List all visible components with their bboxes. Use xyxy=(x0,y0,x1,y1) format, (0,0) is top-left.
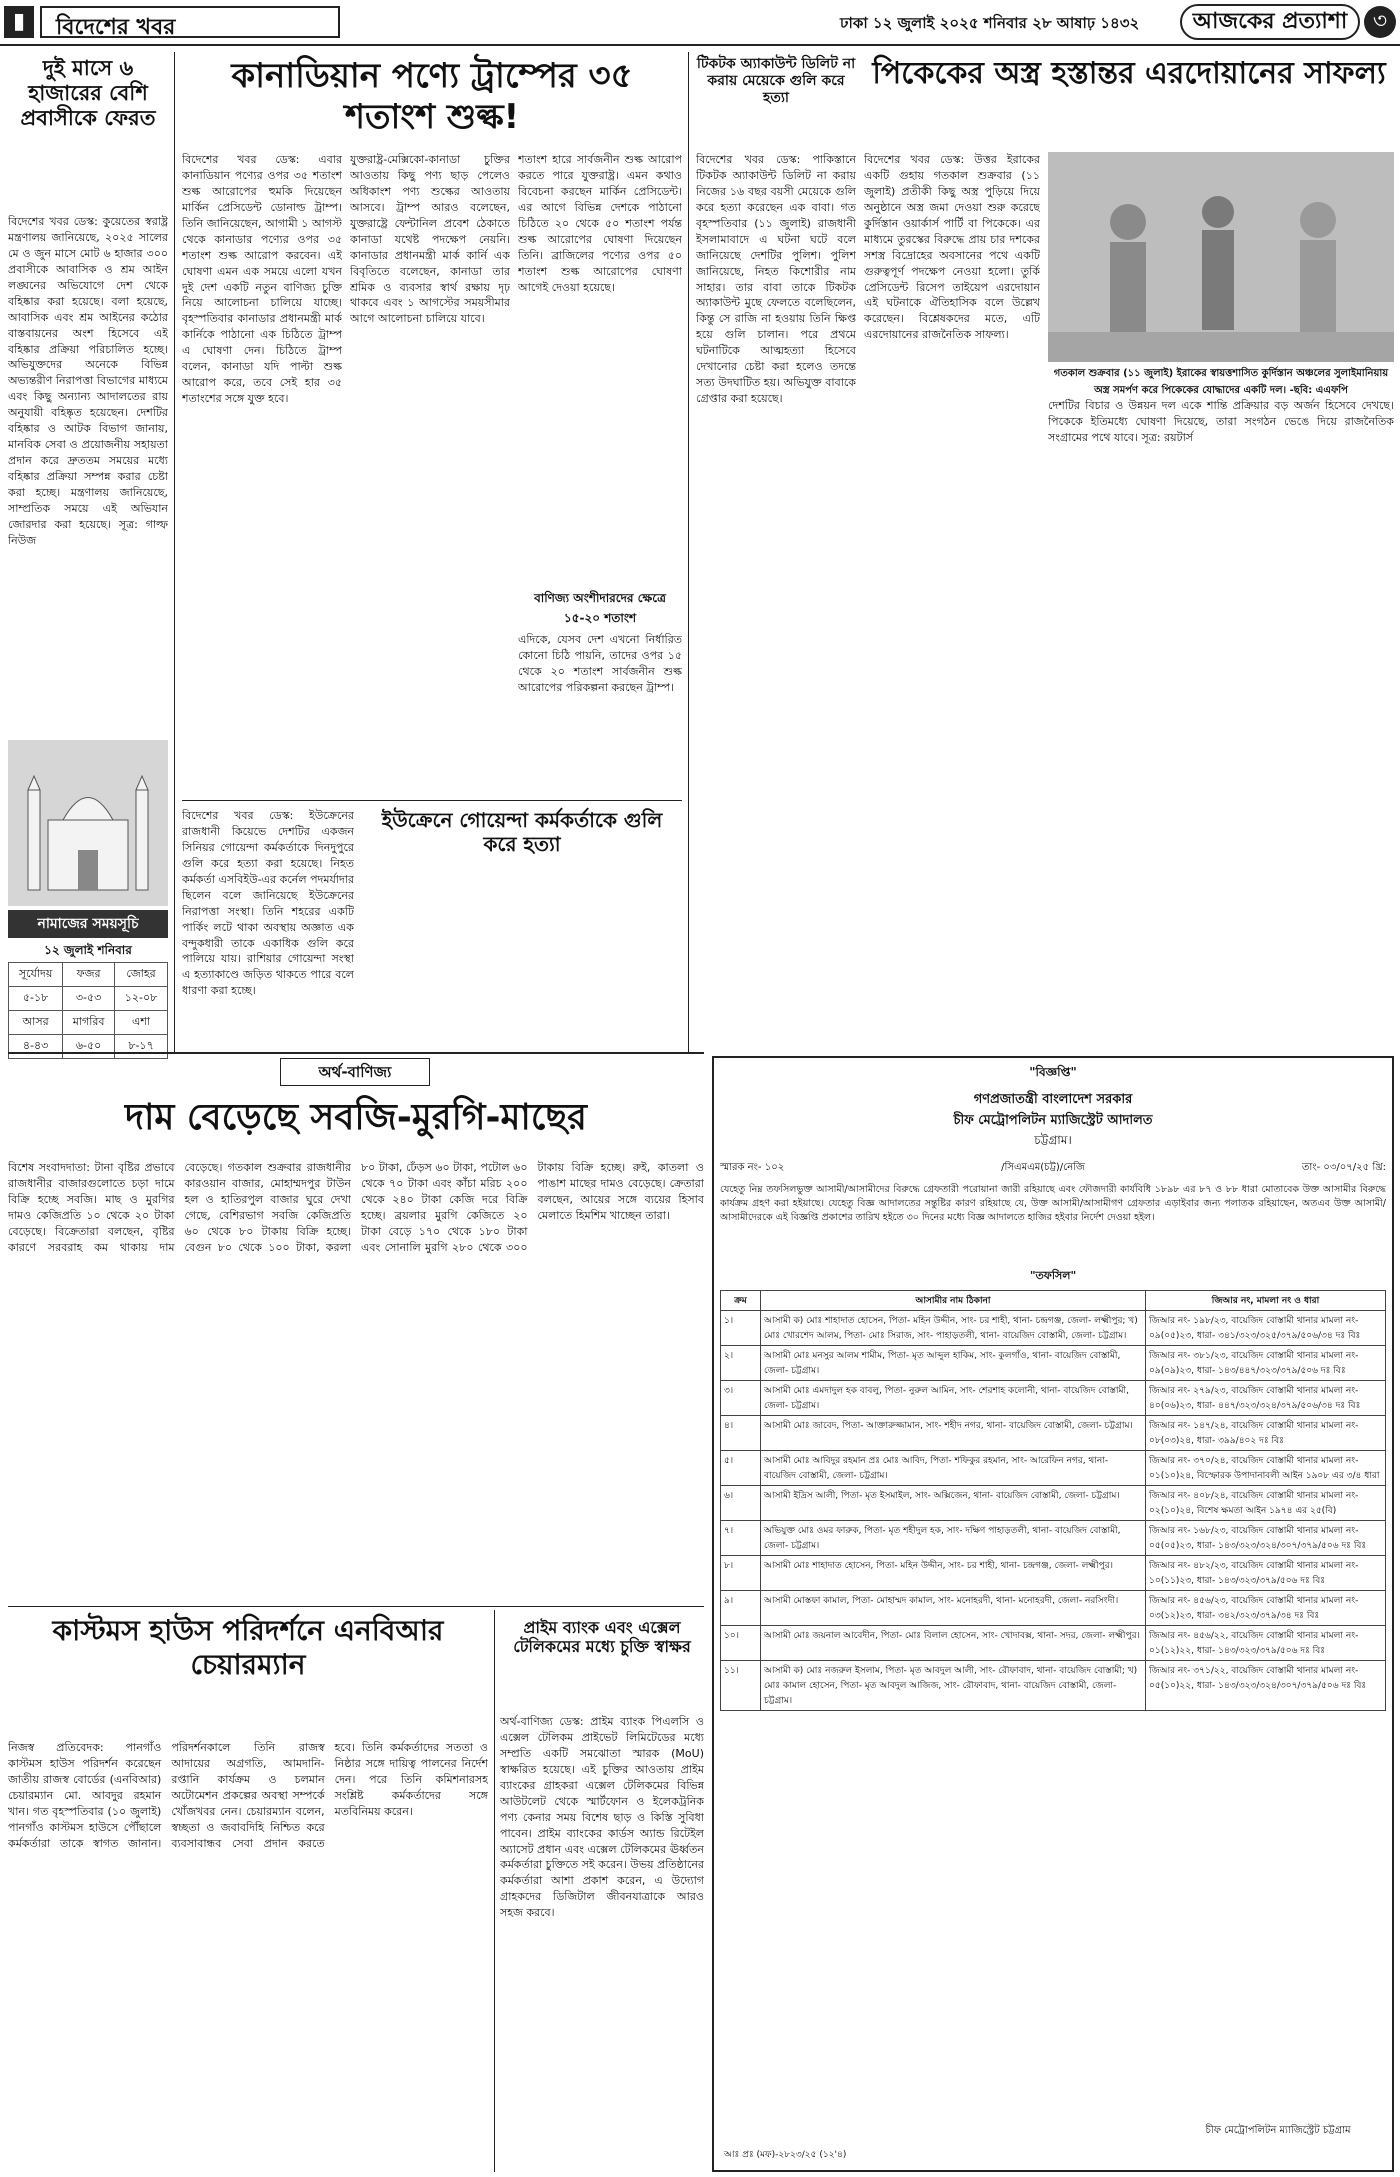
notice-cell: জিআর নং- ৩৭০/২৪, বায়েজিদ বোস্তামী থানার মামলা নং- ০১(১০)২৪, বিস্ফোরক উপাদানাবলী আইন ১৯০৮ এর ৩/৪ ধারা xyxy=(1146,1451,1386,1486)
story-prices-headline[interactable]: দাম বেড়েছে সবজি-মুরগি-মাছের xyxy=(125,1097,587,1138)
notice-cell: জিআর নং- ৪০৮/২৪, বায়েজিদ বোস্তামী থানার মামলা নং- ০২(১০)২৪, বিশেষ ক্ষমতা আইন ১৯৭৪ এর ২৫(বি) xyxy=(1146,1486,1386,1521)
notice-footer: আঃ প্রঃ (মফ)-২৮২৩/২৫ (১২'৪) xyxy=(724,2150,847,2160)
story-ukraine-body-cont xyxy=(362,880,682,1048)
notice-cell: ১০। xyxy=(721,1626,761,1661)
notice-signature: চীফ মেট্রোপলিটন ম্যাজিস্ট্রেট চট্টগ্রাম xyxy=(1205,2125,1351,2136)
prayer-cell: এশা xyxy=(115,1011,168,1035)
notice-ref-right: তাং- ০৩/০৭/২৫ খ্রি: xyxy=(1301,1162,1386,1173)
notice-cell: জিআর নং- ৪৮২/২৩, বায়েজিদ বোস্তামী থানার মামলা নং- ১০(১১)২৩, ধারা- ১৪৩/৩২৩/৩৭৯/৫০৬ দঃ বিঃ xyxy=(1146,1556,1386,1591)
story-pkk-body: বিদেশের খবর ডেস্ক: উত্তর ইরাকের একটি গুহায় গতকাল শুক্রবার (১১ জুলাই) প্রতীকী কিছু অস্ত্র পুড়িয়ে দিয়ে অনুষ্ঠানে অস্ত্র জমা দেওয়া শুরু করেছে কুর্দিস্তান ওয়ার্কার্স পার্টি বা পিকেকে। এর মাধ্যমে তুরস্কের বিরুদ্ধে প্রায় চার দশকের সশস্ত্র বিদ্রোহের অবসানের পথে একটি গুরুত্বপূর্ণ পদক্ষেপ নেওয়া হলো। তুর্কি প্রেসিডেন্ট রিসেপ তাইয়েপ এরদোয়ান এই ঘটনাকে ঐতিহাসিক বলে উল্লেখ করেছেন। বিশ্লেষকদের মতে, এটি এরদোয়ানের রাজনৈতিক সাফল্য। xyxy=(864,153,1040,342)
notice-cell: আসামী ক) মোঃ নজরুল ইসলাম, পিতা- মৃত আবদুল আলী, সাং- রৌফাবাদ, থানা- বায়েজিদ বোস্তামী; খ) মোঃ কামাল হোসেন, পিতা- মৃত আবদুল আজিজ, সাং- রৌফাবাদ, থানা- বায়েজিদ বোস্তামী, জেলা- চট্টগ্রাম। xyxy=(761,1661,1146,1711)
notice-cell: ১১। xyxy=(721,1661,761,1711)
section-business: অর্থ-বাণিজ্য xyxy=(280,1058,430,1086)
prayer-cell: আসর xyxy=(9,1011,63,1035)
table-row xyxy=(721,1661,1386,1711)
table-row xyxy=(721,1416,1386,1451)
table-row xyxy=(721,1451,1386,1486)
table-row xyxy=(721,1556,1386,1591)
prayer-cell: ৩-৫৩ xyxy=(63,987,115,1011)
prayer-cell: মাগরিব xyxy=(63,1011,115,1035)
notice-cell: আসামী মোঃ জাবেদ, পিতা- আক্তারুজ্জামান, সাং- শহীদ নগর, থানা- বায়েজিদ বোস্তামী, জেলা- চট্টগ্রাম। xyxy=(761,1416,1146,1451)
story-tariff-col3: শতাংশ হারে সার্বজনীন শুল্ক আরোপ করতে পারে যুক্তরাষ্ট্র। এমন কথাও বিবেচনা করছেন মার্কিন প্রেসিডেন্ট। এর আগে বিভিন্ন দেশকে পাঠানো চিঠিতে ২০ থেকে ৫০ শতাংশ পর্যন্ত শুল্ক আরোপের ঘোষণা দিয়েছেন তিনি। ব্রাজিলের পণ্যের ওপর ৫০ শতাংশ শুল্ক আরোপের ঘোষণা আগেই দেওয়া হয়েছে। xyxy=(518,153,682,294)
prayer-cell: ৬-৫০ xyxy=(63,1035,115,1059)
photo-icon xyxy=(1048,152,1394,362)
notice-cell: জিআর নং- ৪৫৬/২৩, বায়েজিদ বোস্তামী থানার মামলা নং- ০৩(১২)২৩, ধারা- ৩৪২/৩২৩/৩৭৯/৩৪ দঃ বিঃ xyxy=(1146,1591,1386,1626)
notice-ref-row xyxy=(720,1160,1386,1177)
page-number-left: ▮ xyxy=(4,6,34,38)
notice-cell: জিআর নং- ৪৫৬/২২, বায়েজিদ বোস্তামী থানার মামলা নং- ০১(১২)২২, ধারা- ১৪৩/৩২৩/৩৭৯/৫০৬ দঃ বিঃ xyxy=(1146,1626,1386,1661)
masthead xyxy=(0,0,1400,46)
pkk-caption: গতকাল শুক্রবার (১১ জুলাই) ইরাকের স্বায়ত্তশাসিত কুর্দিস্তান অঞ্চলের সুলাইমানিয়ায় অস্ত্র সমর্পণ করে পিকেকের যোদ্ধাদের একটি দল। -ছবি: এএফপি xyxy=(1053,368,1389,396)
prayer-cell: ৪-৪৩ xyxy=(9,1035,63,1059)
notice-cell: আসামী মোস্তফা কামাল, পিতা- মোহাম্মদ কামাল, সাং- মনোহরদী, থানা- মনোহরদী, জেলা- নরসিংদী। xyxy=(761,1591,1146,1626)
story-expat-body: বিদেশের খবর ডেস্ক: কুয়েতের স্বরাষ্ট্র মন্ত্রণালয় জানিয়েছে, ২০২৫ সালের মে ও জুন মাসে মোট ৬ হাজার ৩০০ প্রবাসীকে আবাসিক ও শ্রম আইন লঙ্ঘনের অভিযোগে দেশ থেকে বহিষ্কার করা হয়েছে। বলা হয়েছে, আবাসিক এবং শ্রম আইনের কঠোর বাস্তবায়নের অংশ হিসেবে এই বহিষ্কার প্রক্রিয়া পরিচালিত হচ্ছে। অভিযুক্তদের অনেকে বিভিন্ন অভ্যন্তরীণ নিরাপত্তা বিভাগের মাধ্যমে এবং কিছু অন্যান্য আদালতের রায় অনুযায়ী বহিষ্কৃত হয়েছেন। দেশটির বহিষ্কার ও আটক বিভাগ জানায়, মানবিক সেবা ও প্রয়োজনীয় সহায়তা প্রদান করে দ্রুততম সময়ের মধ্যে বহিষ্কার প্রক্রিয়া সম্পন্ন করার চেষ্টা করা হচ্ছে। মন্ত্রণালয় জানিয়েছে, সাম্প্রতিক সময়ে এই অভিযান জোরদার করা হয়েছে। সূত্র: গাল্ফ নিউজ xyxy=(8,215,168,547)
divider xyxy=(8,1052,704,1054)
mosque-icon xyxy=(8,740,168,906)
notice-cell: অভিযুক্ত মোঃ ওমর ফারুক, পিতা- মৃত শহীদুল হক, সাং- দক্ষিণ পাহাড়তলী, থানা- বায়েজিদ বোস্তামী, জেলা- চট্টগ্রাম। xyxy=(761,1521,1146,1556)
notice-cell: ৯। xyxy=(721,1591,761,1626)
prayer-cell: ফজর xyxy=(63,963,115,987)
notice-table xyxy=(720,1290,1386,1711)
column-divider xyxy=(494,1610,495,2172)
notice-header-case: জিআর নং, মামলা নং ও ধারা xyxy=(1146,1291,1386,1311)
story-pkk-body2: দেশটির বিচার ও উন্নয়ন দল একে শান্তি প্রক্রিয়ার বড় অর্জন হিসেবে দেখছে। পিকেকে ইতিমধ্যে ঘোষণা দিয়েছে, তারা সংগঠন ভেঙে দিয়ে রাজনৈতিক সংগ্রামের পথে যাবে। সূত্র: রয়টার্স xyxy=(1048,399,1394,444)
notice-cell: ৩। xyxy=(721,1381,761,1416)
prayer-title: নামাজের সময়সূচি xyxy=(8,910,168,938)
notice-org1: গণপ্রজাতন্ত্রী বাংলাদেশ সরকার xyxy=(973,1092,1133,1107)
prayer-table xyxy=(8,962,168,1059)
pkk-photo xyxy=(1048,152,1394,362)
page-number: ৩ xyxy=(1364,6,1396,38)
notice-cell: আসামী মোঃ মনসুর আলম শামীম, পিতা- মৃত আব্দুল হাকিম, সাং- কুলগাঁও, থানা- বায়েজিদ বোস্তামী, জেলা- চট্টগ্রাম। xyxy=(761,1346,1146,1381)
notice-cell: আসামী মোঃ আবিদুর রহমান প্রঃ মোঃ আবিদ, পিতা- শফিকুর রহমান, সাং- আরেফিন নগর, থানা- বায়েজিদ বোস্তামী, জেলা- চট্টগ্রাম। xyxy=(761,1451,1146,1486)
notice-cell: জিআর নং- ৩৭১/২২, বায়েজিদ বোস্তামী থানার মামলা নং- ০৫(১০)২২, ধারা- ১৪৩/৩২৩/৩২৪/৩০৭/৩৭৯/৫০৬ দঃ বিঃ xyxy=(1146,1661,1386,1711)
newspaper-brand[interactable]: আজকের প্রত্যাশা xyxy=(1180,4,1360,40)
story-prime-headline[interactable]: প্রাইম ব্যাংক এবং এক্সেল টেলিকমের মধ্যে চুক্তি স্বাক্ষর xyxy=(513,1618,691,1657)
prayer-cell: জোহর xyxy=(115,963,168,987)
table-row xyxy=(721,1626,1386,1661)
notice-header-accused: আসামীর নাম ঠিকানা xyxy=(761,1291,1146,1311)
notice-cell: জিআর নং- ১৬৮/২৩, বায়েজিদ বোস্তামী থানার মামলা নং- ০৫(০৫)২৩, ধারা- ১৪৩/৩২৩/৩২৪/৩০৭/৩৭৯/৫০৬ দঃ বিঃ xyxy=(1146,1521,1386,1556)
notice-header-serial: ক্রম xyxy=(721,1291,761,1311)
story-customs-body: নিজস্ব প্রতিবেদক: পানগাঁও কাস্টমস হাউস পরিদর্শন করেছেন জাতীয় রাজস্ব বোর্ডের (এনবিআর) চেয়ারম্যান মো. আবদুর রহমান খান। গত বৃহস্পতিবার (১০ জুলাই) পানগাঁও কাস্টমস হাউসে পৌঁছালে কর্মকর্তারা তাকে স্বাগত জানান। পরিদর্শনকালে তিনি রাজস্ব আদায়ের অগ্রগতি, আমদানি-রপ্তানি কার্যক্রম ও চলমান অটোমেশন প্রকল্পের অবস্থা সম্পর্কে খোঁজখবর নেন। চেয়ারম্যান বলেন, স্বচ্ছতা ও জবাবদিহি নিশ্চিত করে ব্যবসাবান্ধব সেবা প্রদান করতে হবে। তিনি কর্মকর্তাদের সততা ও নিষ্ঠার সঙ্গে দায়িত্ব পালনের নির্দেশ দেন। পরে তিনি কমিশনারসহ সংশ্লিষ্ট কর্মকর্তাদের সঙ্গে মতবিনিময় করেন। xyxy=(8,1741,488,1850)
mosque-illustration xyxy=(8,740,168,906)
column-divider xyxy=(688,52,689,1052)
notice-cell: ৭। xyxy=(721,1521,761,1556)
prayer-cell: সূর্যোদয় xyxy=(9,963,63,987)
notice-cell: জিআর নং- ২৭৯/২৩, বায়েজিদ বোস্তামী থানার মামলা নং- ৪০(০৬)২৩, ধারা- ৪৪৭/৩২৩/৩২৪/৩৭৯/৫০৬/৩৪ দঃ বিঃ xyxy=(1146,1381,1386,1416)
story-ukraine-body: বিদেশের খবর ডেস্ক: ইউক্রেনের রাজধানী কিয়েভে দেশটির একজন সিনিয়র গোয়েন্দা কর্মকর্তাকে দিনদুপুরে গুলি করে হত্যা করা হয়েছে। নিহত কর্মকর্তা এসবিইউ-এর কর্নেল পদমর্যাদার ছিলেন বলে জানিয়েছে ইউক্রেনের নিরাপত্তা সংস্থা। তিনি শহরের একটি পার্কিং লটে থাকা অবস্থায় অজ্ঞাত এক বন্দুকধারী তাকে একাধিক গুলি করে পালিয়ে যায়। রাশিয়ার গোয়েন্দা সংস্থা এ হত্যাকাণ্ডে জড়িত থাকতে পারে বলে ধারণা করা হচ্ছে। xyxy=(182,809,354,998)
notice-cell: আসামী ক) মোঃ শাহাদাত হোসেন, পিতা- মহিন উদ্দীন, সাং- চর শাহী, থানা- চন্দ্রগঞ্জ, জেলা- লক্ষ্মীপুর; খ) মোঃ খোরশেদ আলম, পিতা- মোঃ সিরাজ, সাং- পাহাড়তলী, থানা- বায়েজিদ বোস্তামী, জেলা- চট্টগ্রাম। xyxy=(761,1311,1146,1346)
story-ukraine-headline[interactable]: ইউক্রেনে গোয়েন্দা কর্মকর্তাকে গুলি করে হত্যা xyxy=(381,808,663,856)
story-pkk-headline[interactable]: পিকেকের অস্ত্র হস্তান্তর এরদোয়ানের সাফল্য xyxy=(872,56,1386,91)
notice-cell: ২। xyxy=(721,1346,761,1381)
notice-cell: ৫। xyxy=(721,1451,761,1486)
column-divider xyxy=(174,52,175,1052)
prayer-cell: ১২-০৮ xyxy=(115,987,168,1011)
notice-cell: ৮। xyxy=(721,1556,761,1591)
notice-label: "বিজ্ঞপ্তি" xyxy=(1029,1065,1077,1079)
story-tiktok-headline[interactable]: টিকটক অ্যাকাউন্ট ডিলিট না করায় মেয়েকে গুলি করে হত্যা xyxy=(696,56,856,106)
notice-intro: যেহেতু নিম্ন তফসিলভুক্ত আসামী/আসামীদের বিরুদ্ধে গ্রেফতারী পরোয়ানা জারী রহিয়াছে এবং ফৌজদারী কার্যবিধি ১৮৯৮ এর ৮৭ ও ৮৮ ধারা মোতাবেক উক্ত আসামীর বিরুদ্ধে কার্যক্রম গ্রহণ করা হইয়াছে। যেহেতু বিজ্ঞ আদালতের সন্তুষ্টির কারণ রহিয়াছে যে, উক্ত আসামী/আসামীগণ গ্রেফতার এড়াইবার জন্য পলাতক রহিয়াছেন, অতএব উক্ত আসামী/আসামীদেরকে এই বিজ্ঞপ্তি প্রকাশের তারিখ হইতে ৩০ দিনের মধ্যে বিজ্ঞ আদালতে হাজির হইবার নির্দেশ দেওয়া হইল। xyxy=(720,1184,1386,1223)
notice-schedule: "তফসিল" xyxy=(1029,1269,1077,1282)
table-row xyxy=(721,1591,1386,1626)
table-row xyxy=(721,1311,1386,1346)
story-customs-headline[interactable]: কাস্টমস হাউস পরিদর্শনে এনবিআর চেয়ারম্যান xyxy=(52,1614,444,1681)
story-tiktok-body: বিদেশের খবর ডেস্ক: পাকিস্তানে টিকটক অ্যাকাউন্ট ডিলিট না করায় নিজের ১৬ বছর বয়সী মেয়েকে গুলি করে হত্যা করেছেন এক বাবা। গত বৃহস্পতিবার (১১ জুলাই) রাজধানী ইসলামাবাদে এ ঘটনা ঘটে বলে জানিয়েছে দেশটির পুলিশ। পুলিশ জানিয়েছে, নিহত কিশোরীর নাম সাহার। তার বাবা তাকে টিকটক অ্যাকাউন্ট মুছে ফেলতে বলেছিলেন, কিন্তু সে রাজি না হওয়ায় তিনি ক্ষিপ্ত হয়ে গুলি চালান। পরে প্রথমে ঘটনাটিকে আত্মহত্যা হিসেবে দেখানোর চেষ্টা করা হলেও তদন্তে সত্য উদঘাটিত হয়। অভিযুক্ত বাবাকে গ্রেপ্তার করা হয়েছে। xyxy=(696,153,856,406)
table-row xyxy=(721,1521,1386,1556)
story-tariff-subhead: বাণিজ্য অংশীদারদের ক্ষেত্রে ১৫-২০ শতাংশ xyxy=(534,591,666,625)
prayer-date: ১২ জুলাই শনিবার xyxy=(44,943,132,957)
notice-cell: আসামী মোঃ এমদাদুল হক বাবলু, পিতা- নুরুল আমিন, সাং- শেরশাহ কলোনী, থানা- বায়েজিদ বোস্তামী, জেলা- চট্টগ্রাম। xyxy=(761,1381,1146,1416)
table-row xyxy=(721,1346,1386,1381)
story-expat-headline[interactable]: দুই মাসে ৬ হাজারের বেশি প্রবাসীকে ফেরত xyxy=(20,56,156,131)
story-expat-headline-box xyxy=(8,56,168,206)
table-row xyxy=(721,1486,1386,1521)
notice-cell: ৪। xyxy=(721,1416,761,1451)
notice-cell: জিআর নং- ১৯৮/২৩, বায়েজিদ বোস্তামী থানার মামলা নং- ০৯(০৫)২৩, ধারা- ৩৪১/৩২৩/৩২৫/৩৭৯/৫০৬/৩৪ দঃ বিঃ xyxy=(1146,1311,1386,1346)
notice-ref-mid: /সিএমএম(চট্ট)/নেজি xyxy=(1001,1162,1085,1173)
notice-cell: ৬। xyxy=(721,1486,761,1521)
story-tariff-col1: বিদেশের খবর ডেস্ক: এবার কানাডিয়ান পণ্যের ওপর ৩৫ শতাংশ শুল্ক আরোপের হুমকি দিয়েছেন মার্কিন প্রেসিডেন্ট ডোনাল্ড ট্রাম্প। তিনি জানিয়েছেন, আগামী ১ আগস্ট থেকে কানাডার পণ্যের ওপর ৩৫ শতাংশ শুল্ক আরোপ করবেন। এই ঘোষণা এমন এক সময়ে এলো যখন দুই দেশ একটি নতুন বাণিজ্য চুক্তি নিয়ে আলোচনা চালিয়ে যাচ্ছে। বৃহস্পতিবার কানাডার প্রধানমন্ত্রী মার্ক কার্নিকে পাঠানো এক চিঠিতে ট্রাম্প এ ঘোষণা দেন। চিঠিতে ট্রাম্প বলেন, কানাডা যদি পাল্টা শুল্ক আরোপ করে, তবে সেই হার ৩৫ শতাংশের সঙ্গে যুক্ত হবে। xyxy=(182,153,342,406)
notice-cell: জিআর নং- ৩৮১/২৩, বায়েজিদ বোস্তামী থানার মামলা নং- ০৯(০৯)২৩, ধারা- ১৪৩/৪৪৭/৩২৩/৩৭৯/৫০৬ দঃ বিঃ xyxy=(1146,1346,1386,1381)
issue-date: ঢাকা ১২ জুলাই ২০২৫ শনিবার ২৮ আষাঢ় ১৪৩২ xyxy=(840,14,1140,32)
story-tariff-headline[interactable]: কানাডিয়ান পণ্যে ট্রাম্পের ৩৫ শতাংশ শুল্ক! xyxy=(231,56,633,137)
table-row xyxy=(721,1381,1386,1416)
notice-ref-left: স্মারক নং- ১০২ xyxy=(720,1162,785,1173)
notice-org3: চট্টগ্রাম। xyxy=(1034,1133,1072,1147)
notice-cell: আসামী মোঃ শাহাদাত হোসেন, পিতা- মহিন উদ্দীন, সাং- চর শাহী, থানা- চন্দ্রগঞ্জ, জেলা- লক্ষ্মীপুর। xyxy=(761,1556,1146,1591)
story-prices-body: বিশেষ সংবাদদাতা: টানা বৃষ্টির প্রভাবে রাজধানীর বাজারগুলোতে চড়া দামে বিক্রি হচ্ছে সবজি। মাছ ও মুরগির দামও কেজিপ্রতি ১০ থেকে ২০ টাকা বেড়েছে। বিক্রেতারা বলছেন, বৃষ্টির কারণে সরবরাহ কম থাকায় দাম বেড়েছে। গতকাল শুক্রবার রাজধানীর কারওয়ান বাজার, মোহাম্মদপুর টাউন হল ও হাতিরপুল বাজার ঘুরে দেখা গেছে, বেশিরভাগ সবজি কেজিপ্রতি ৬০ থেকে ৮০ টাকায় বিক্রি হচ্ছে। বেগুন ৮০ থেকে ১০০ টাকা, করলা ৮০ টাকা, ঢেঁড়স ৬০ টাকা, পটোল ৬০ থেকে ৭০ টাকা এবং কাঁচা মরিচ ২০০ থেকে ২৪০ টাকা কেজি দরে বিক্রি হচ্ছে। ব্রয়লার মুরগি কেজিতে ২০ টাকা বেড়ে ১৭০ থেকে ১৮০ টাকা এবং সোনালি মুরগি ২৮০ থেকে ৩০০ টাকায় বিক্রি হচ্ছে। রুই, কাতলা ও পাঙাশ মাছের দামও বেড়েছে। ক্রেতারা বলছেন, আয়ের সঙ্গে ব্যয়ের হিসাব মেলাতে হিমশিম খাচ্ছেন তারা। xyxy=(8,1161,704,1254)
notice-cell: ১। xyxy=(721,1311,761,1346)
section-title: বিদেশের খবর xyxy=(40,6,340,38)
notice-cell: আসামী মোঃ জয়নাল আবেদীন, পিতা- মোঃ বিলাল হোসেন, সাং- খোদাবক্স, থানা- সদর, জেলা- লক্ষ্মীপুর। xyxy=(761,1626,1146,1661)
story-tariff-col2: যুক্তরাষ্ট্র-মেক্সিকো-কানাডা চুক্তির আওতায় কিছু পণ্য ছাড় পেলেও অধিকাংশ পণ্য শুল্কের আওতায় আসবে। ট্রাম্প আরও বলেছেন, যুক্তরাষ্ট্রে ফেন্টানিল প্রবেশ ঠেকাতে কানাডা যথেষ্ট পদক্ষেপ নেয়নি। কানাডার প্রধানমন্ত্রী মার্ক কার্নি এক বিবৃতিতে বলেছেন, কানাডা তার শ্রমিক ও ব্যবসার স্বার্থ রক্ষায় দৃঢ় থাকবে এবং ১ আগস্টের সময়সীমার আগে আলোচনা চালিয়ে যাবে। xyxy=(350,153,510,326)
notice-org2: চীফ মেট্রোপলিটন ম্যাজিস্ট্রেট আদালত xyxy=(953,1113,1153,1128)
prayer-cell: ৮-১৭ xyxy=(115,1035,168,1059)
notice-cell: আসামী ইদ্রিস আলী, পিতা- মৃত ইসমাইল, সাং- অক্সিজেন, থানা- বায়েজিদ বোস্তামী, জেলা- চট্টগ্রাম। xyxy=(761,1486,1146,1521)
story-tariff-col3b: এদিকে, যেসব দেশ এখনো নির্ধারিত কোনো চিঠি পায়নি, তাদের ওপর ১৫ থেকে ২০ শতাংশ সার্বজনীন শুল্ক আরোপের পরিকল্পনা করছেন ট্রাম্প। xyxy=(518,633,682,694)
prayer-cell: ৫-১৮ xyxy=(9,987,63,1011)
court-notice xyxy=(712,1056,1394,2172)
divider xyxy=(182,800,682,801)
story-prime-body: অর্থ-বাণিজ্য ডেস্ক: প্রাইম ব্যাংক পিএলসি ও এক্সেল টেলিকম প্রাইভেট লিমিটেডের মধ্যে সম্প্রতি একটি সমঝোতা স্মারক (MoU) স্বাক্ষরিত হয়েছে। এই চুক্তির আওতায় প্রাইম ব্যাংকের গ্রাহকরা এক্সেল টেলিকমের বিভিন্ন আউটলেট থেকে স্মার্টফোন ও ইলেকট্রনিক পণ্য কেনার সময় বিশেষ ছাড় ও কিস্তি সুবিধা পাবেন। প্রাইম ব্যাংকের কার্ডস অ্যান্ড রিটেইল অ্যাসেট প্রধান এবং এক্সেল টেলিকমের ঊর্ধ্বতন কর্মকর্তারা চুক্তিতে সই করেন। উভয় প্রতিষ্ঠানের কর্মকর্তারা আশা প্রকাশ করেন, এ উদ্যোগ গ্রাহকদের ডিজিটাল জীবনযাত্রাকে আরও সহজ করবে। xyxy=(500,1715,704,1920)
divider xyxy=(8,1606,704,1607)
notice-cell: জিআর নং- ১৪৭/২৪, বায়েজিদ বোস্তামী থানার মামলা নং- ০৮(০৩)২৪, ধারা- ৩৯৯/৪০২ দঃ বিঃ xyxy=(1146,1416,1386,1451)
